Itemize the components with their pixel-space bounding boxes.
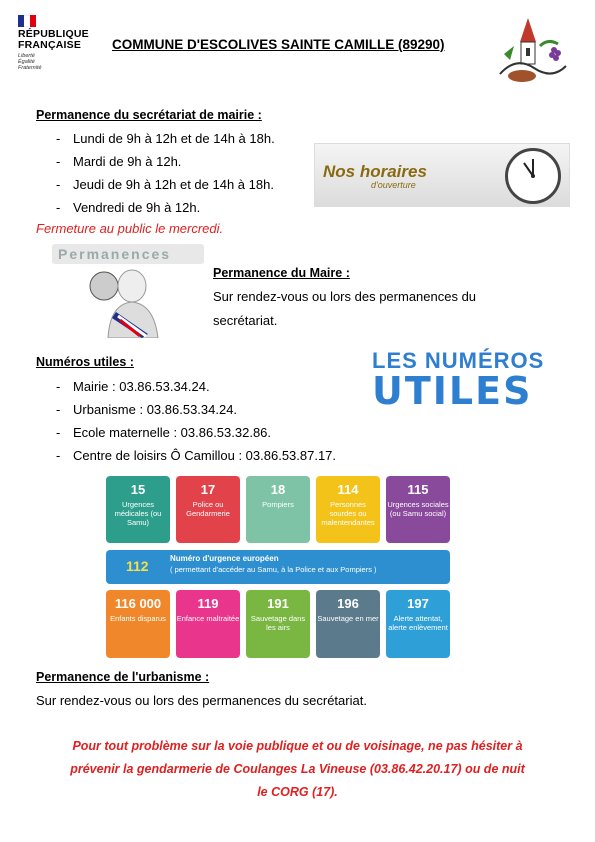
- tile-desc: Personnes sourdes ou malentendantes: [321, 500, 375, 527]
- list-item: - Mairie : 03.86.53.34.24.: [36, 375, 336, 398]
- banner-subtitle: d'ouverture: [371, 180, 416, 190]
- emergency-tile-196: [316, 590, 380, 658]
- list-item: - Urbanisme : 03.86.53.34.24.: [36, 398, 336, 421]
- emergency-tile-197: [386, 590, 450, 658]
- emergency-tile-15: [106, 476, 170, 543]
- tile-desc: Urgences médicales (ou Samu): [114, 500, 162, 527]
- marianne-bust-icon: [88, 264, 168, 338]
- urbanisme-text: Sur rendez-vous ou lors des permanences du secrétariat.: [36, 693, 367, 708]
- closed-note: Fermeture au public le mercredi.: [36, 221, 224, 236]
- emergency-numbers-grid: [106, 476, 450, 662]
- tile-desc: Police ou Gendarmerie: [186, 500, 230, 518]
- french-flag-icon: [18, 15, 36, 27]
- emergency-tile-119: [176, 590, 240, 658]
- rf-motto-2: Égalité: [18, 59, 35, 65]
- logo-line2: UTILES: [372, 369, 533, 413]
- list-item: - Mardi de 9h à 12h.: [36, 150, 275, 173]
- permanences-image-title: Permanences: [58, 246, 172, 262]
- maire-text-2: secrétariat.: [213, 313, 278, 328]
- rf-motto-3: Fraternité: [18, 65, 42, 71]
- euro-desc: ( permettant d'accéder au Samu, à la Police et aux Pompiers ): [170, 565, 377, 574]
- page-title: COMMUNE D'ESCOLIVES SAINTE CAMILLE (89290): [112, 37, 445, 52]
- tile-desc: Pompiers: [262, 500, 294, 509]
- rf-motto-1: Liberté: [18, 53, 35, 59]
- emergency-tile-112: [106, 550, 450, 584]
- list-item: - Ecole maternelle : 03.86.53.32.86.: [36, 421, 336, 444]
- numeros-list: [36, 375, 336, 467]
- banner-title: Nos horaires: [323, 162, 427, 181]
- emergency-tile-18: [246, 476, 310, 543]
- tile-number: 191: [267, 596, 289, 611]
- numeros-utiles-logo: [372, 350, 548, 414]
- tile-number: 116 000: [114, 596, 162, 611]
- tile-desc: Urgences sociales (ou Samu social): [387, 500, 449, 518]
- emergency-tile-116000: [106, 590, 170, 658]
- tile-number: 18: [270, 482, 286, 497]
- urbanisme-heading: Permanence de l'urbanisme :: [36, 670, 210, 684]
- tile-number: 114: [337, 482, 359, 497]
- rf-title: [18, 29, 98, 51]
- emergency-tile-114: [316, 476, 380, 543]
- list-item: - Vendredi de 9h à 12h.: [36, 196, 275, 219]
- permanences-image: [52, 244, 204, 338]
- rf-motto: [18, 53, 98, 71]
- footer-warning-line3: le CORG (17).: [257, 785, 338, 799]
- secretariat-hours-list: [36, 127, 275, 219]
- tile-desc: Sauvetage en mer: [317, 614, 379, 623]
- tile-number: 115: [407, 482, 429, 497]
- tile-number: 17: [200, 482, 216, 497]
- list-item: - Jeudi de 9h à 12h et de 14h à 18h.: [36, 173, 275, 196]
- maire-heading: Permanence du Maire :: [213, 266, 350, 280]
- republique-francaise-logo: [18, 15, 98, 71]
- emergency-tile-191: [246, 590, 310, 658]
- village-crest-icon: [496, 16, 572, 88]
- footer-warning-line1: Pour tout problème sur la voie publique et ou de voisinage, ne pas hésiter à: [72, 739, 523, 753]
- list-item: - Centre de loisirs Ô Camillou : 03.86.53.87.17.: [36, 444, 336, 467]
- tile-number: 119: [197, 596, 219, 611]
- tile-number: 112: [126, 558, 149, 574]
- tile-number: 197: [407, 596, 429, 611]
- opening-hours-banner: [314, 143, 570, 207]
- maire-text-1: Sur rendez-vous ou lors des permanences du: [213, 289, 477, 304]
- tile-desc: Enfance maltraitée: [176, 614, 240, 623]
- tile-desc: Enfants disparus: [110, 614, 166, 623]
- numeros-heading: Numéros utiles :: [36, 355, 134, 369]
- secretariat-heading: Permanence du secrétariat de mairie :: [36, 108, 262, 122]
- clock-icon: [505, 148, 561, 204]
- logo-line1: LES NUMÉROS: [372, 348, 545, 373]
- emergency-tile-17: [176, 476, 240, 543]
- rf-line1: RÉPUBLIQUE: [18, 28, 89, 40]
- tile-desc: Alerte attentat, alerte enlèvement: [388, 614, 448, 632]
- emergency-tile-115: [386, 476, 450, 543]
- tile-desc: Sauvetage dans les airs: [250, 614, 306, 632]
- list-item: - Lundi de 9h à 12h et de 14h à 18h.: [36, 127, 275, 150]
- tile-number: 15: [130, 482, 146, 497]
- footer-warning-line2: prévenir la gendarmerie de Coulanges La Vineuse (03.86.42.20.17) ou de nuit: [70, 762, 525, 776]
- rf-line2: FRANÇAISE: [18, 39, 82, 51]
- tile-number: 196: [337, 596, 359, 611]
- euro-title: Numéro d'urgence européen: [170, 554, 279, 563]
